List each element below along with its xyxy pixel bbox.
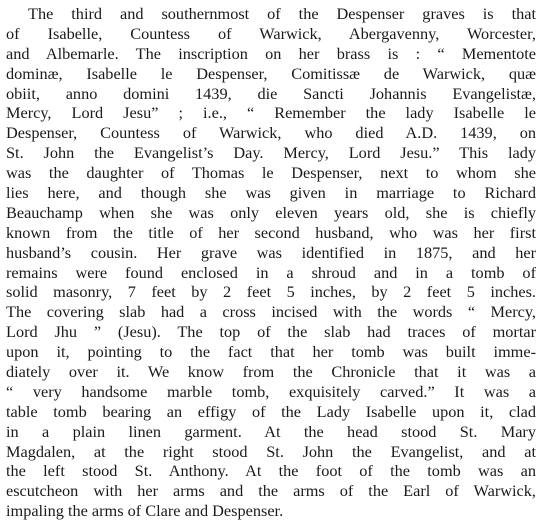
text-line: Magdalen, at the right stood St. John the Evangelist, and at	[6, 441, 536, 461]
text-line: St. John the Evangelist’s Day. Mercy, Lord Jesu.” This lady	[6, 143, 536, 163]
text-line: table tomb bearing an effigy of the Lady Isabelle upon it, clad	[6, 401, 536, 421]
text-line: the left stood St. Anthony. At the foot of the tomb was an	[6, 461, 536, 481]
text-line: “ very handsome marble tomb, exquisitely carved.” It was a	[6, 381, 536, 401]
text-line: Lord Jhu ” (Jesu). The top of the slab had traces of mortar	[6, 322, 536, 342]
text-line: escutcheon with her arms and the arms of the Earl of Warwick,	[6, 481, 536, 501]
text-line: Mercy, Lord Jesu” ; i.e., “ Remember the lady Isabelle le	[6, 103, 536, 123]
text-line: dominæ, Isabelle le Despenser, Comitissæ de Warwick, quæ	[6, 63, 536, 83]
text-line: upon it, pointing to the fact that her tomb was built imme-	[6, 342, 536, 362]
text-line: Despenser, Countess of Warwick, who died A.D. 1439, on	[6, 123, 536, 143]
text-line: was the daughter of Thomas le Despenser, next to whom she	[6, 163, 536, 183]
text-line: The covering slab had a cross incised with the words “ Mercy,	[6, 302, 536, 322]
text-line: of Isabelle, Countess of Warwick, Abergavenny, Worcester,	[6, 23, 536, 43]
text-line: remains were found enclosed in a shroud and in a tomb of	[6, 262, 536, 282]
text-line: obiit, anno domini 1439, die Sancti Johannis Evangelistæ,	[6, 83, 536, 103]
text-line-last: impaling the arms of Clare and Despenser.	[6, 501, 284, 521]
text-line: The third and southernmost of the Despenser graves is that	[28, 4, 536, 23]
text-line: diately over it. We know from the Chronicle that it was a	[6, 362, 536, 382]
text-line: and Albemarle. The inscription on her brass is : “ Mementote	[6, 43, 536, 63]
text-line: known from the title of her second husband, who was her first	[6, 222, 536, 242]
text-line: husband’s cousin. Her grave was identified in 1875, and her	[6, 242, 536, 262]
text-line: in a plain linen garment. At the head stood St. Mary	[6, 421, 536, 441]
body-paragraph	[0, 4, 546, 521]
text-line: solid masonry, 7 feet by 2 feet 5 inches, by 2 feet 5 inches.	[6, 282, 536, 302]
text-line: lies here, and though she was given in marriage to Richard	[6, 183, 536, 203]
text-line: Beauchamp when she was only eleven years old, she is chiefly	[6, 202, 536, 222]
